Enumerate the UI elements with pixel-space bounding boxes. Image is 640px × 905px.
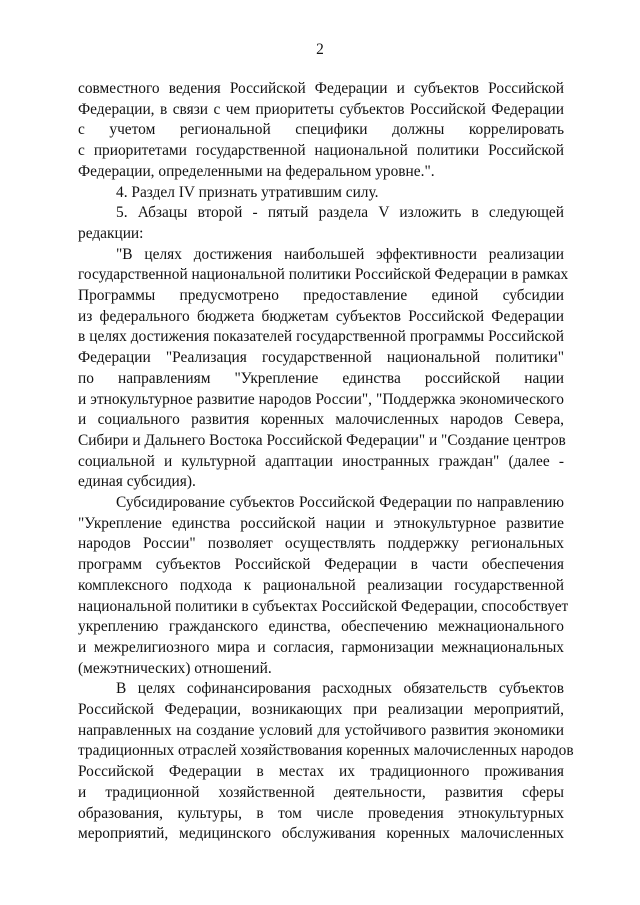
text-line: Российской Федерации, возникающих при реализации мероприятий, xyxy=(78,701,564,718)
text-line: "Укрепление единства российской нации и этнокультурное развитие xyxy=(78,514,564,532)
text-line: с приоритетами государственной национальной политики Российской xyxy=(78,142,564,160)
text-line: национальной политики в субъектах Российской Федерации, способствует xyxy=(78,597,569,615)
text-line: образования, культуры, в том числе проведения этнокультурных xyxy=(78,804,564,822)
text-line: государственной национальной политики Российской Федерации в рамках xyxy=(78,266,569,284)
text-line: редакции: xyxy=(78,224,144,242)
text-line: и межрелигиозного мира и согласия, гармонизации межнациональных xyxy=(78,638,564,656)
text-line: Субсидирование субъектов Российской Федерации по направлению xyxy=(116,494,564,511)
text-line: Федерации, определенными на федеральном уровне.". xyxy=(78,162,435,180)
text-line: мероприятий, медицинского обслуживания коренных малочисленных xyxy=(78,825,564,843)
text-line: программ субъектов Российской Федерации в части обеспечения xyxy=(78,556,564,574)
text-line: социальной и культурной адаптации иностранных граждан" (далее - xyxy=(78,452,564,470)
text-line: Сибири и Дальнего Востока Российской Федерации" и "Создание центров xyxy=(78,431,566,449)
text-line: Федерации, в связи с чем приоритеты субъектов Российской Федерации xyxy=(78,100,564,118)
text-line: совместного ведения Российской Федерации и субъектов Российской xyxy=(78,80,564,97)
page-number: 2 xyxy=(316,41,324,58)
text-line: 5. Абзацы второй - пятый раздела V изложить в следующей xyxy=(116,204,564,222)
text-line: и этнокультурное развитие народов России", "Поддержка экономического xyxy=(78,390,564,408)
text-line: Федерации "Реализация государственной национальной политики" xyxy=(78,349,564,367)
text-line: В целях софинансирования расходных обязательств субъектов xyxy=(116,680,564,698)
text-line: направленных на создание условий для устойчивого развития экономики xyxy=(78,721,564,739)
text-line: комплексного подхода к рациональной реализации государственной xyxy=(78,576,564,594)
text-line: Российской Федерации в местах их традиционного проживания xyxy=(78,763,564,781)
text-line: из федерального бюджета бюджетам субъектов Российской Федерации xyxy=(78,307,564,325)
text-line: и социального развития коренных малочисленных народов Севера, xyxy=(78,411,564,429)
text-line: Программы предусмотрено предоставление единой субсидии xyxy=(78,287,564,304)
text-line: в целях достижения показателей государственной программы Российской xyxy=(78,328,564,346)
text-line: единая субсидия). xyxy=(78,473,196,491)
text-line: по направлениям "Укрепление единства российской нации xyxy=(78,369,564,387)
text-line: народов России" позволяет осуществлять поддержку региональных xyxy=(78,535,564,553)
text-line: с учетом региональной специфики должны коррелировать xyxy=(78,121,564,139)
text-line: "В целях достижения наибольшей эффективности реализации xyxy=(116,245,564,263)
text-line: (межэтнических) отношений. xyxy=(78,659,272,677)
text-line: и традиционной хозяйственной деятельности, развития сферы xyxy=(78,783,564,801)
text-line: традиционных отраслей хозяйствования коренных малочисленных народов xyxy=(78,742,574,760)
text-line: укреплению гражданского единства, обеспечению межнационального xyxy=(78,618,564,636)
text-line: 4. Раздел IV признать утратившим силу. xyxy=(116,183,379,201)
